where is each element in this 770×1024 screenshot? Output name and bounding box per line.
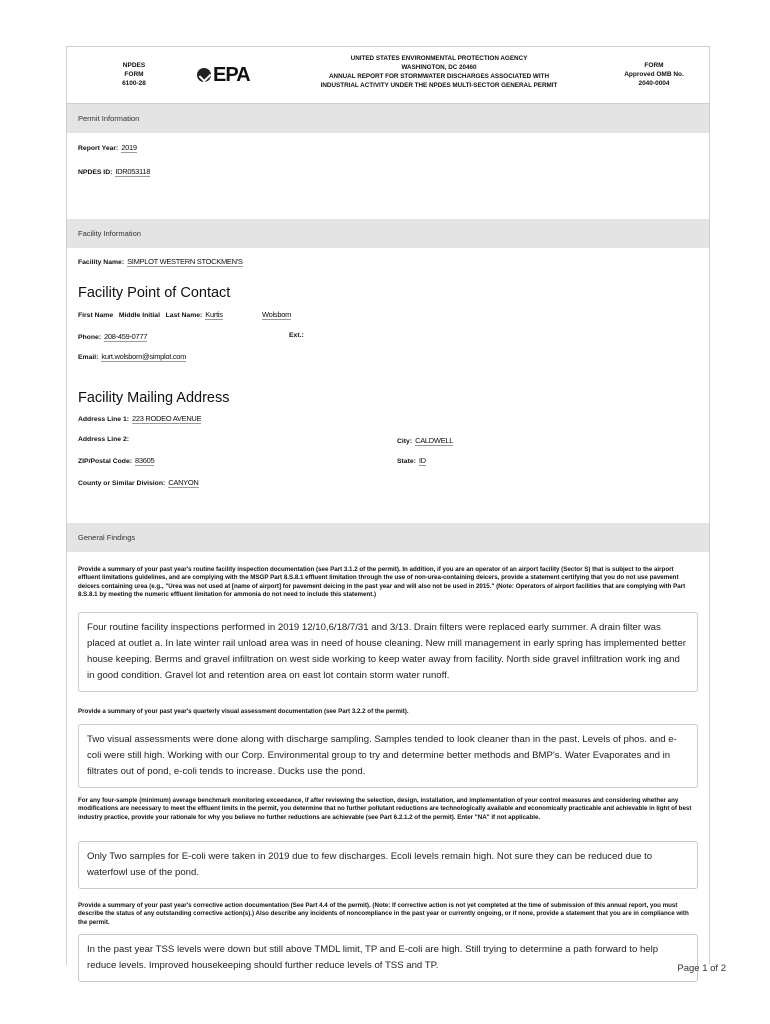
contact-heading: Facility Point of Contact bbox=[78, 285, 231, 301]
city-field: City: CALDWELL bbox=[397, 436, 454, 445]
phone-value: 208-459-0777 bbox=[104, 332, 148, 341]
email-field: Email: kurt.wolsborn@simplot.com bbox=[78, 352, 187, 361]
city-value: CALDWELL bbox=[415, 436, 454, 445]
facility-section-header: Facility Information bbox=[67, 219, 709, 248]
email-value: kurt.wolsborn@simplot.com bbox=[101, 352, 187, 361]
county-value: CANYON bbox=[168, 478, 199, 487]
county-field: County or Similar Division: CANYON bbox=[78, 478, 199, 487]
form-page bbox=[66, 46, 710, 971]
mailing-heading: Facility Mailing Address bbox=[78, 390, 230, 406]
epa-logo: EPA bbox=[197, 64, 250, 86]
permit-section-header: Permit Information bbox=[67, 104, 709, 133]
zip-value: 83605 bbox=[135, 456, 155, 465]
facility-name-field: Facility Name: SIMPLOT WESTERN STOCKMEN'S bbox=[78, 257, 243, 266]
address-line-2-field: Address Line 2: bbox=[78, 436, 129, 443]
epa-seal-icon bbox=[197, 68, 211, 82]
zip-field: ZIP/Postal Code: 83605 bbox=[78, 456, 155, 465]
contact-last-name-field bbox=[259, 310, 291, 319]
contact-first-name: Kurtis bbox=[205, 310, 223, 319]
address-line-1-value: 223 RODEO AVENUE bbox=[132, 414, 202, 423]
report-year-field: Report Year: 2019 bbox=[78, 143, 137, 152]
contact-name-field: First Name Middle Initial Last Name: Kurtis bbox=[78, 310, 223, 319]
question-visual-assessment: Provide a summary of your past year's quarterly visual assessment documentation (see Part 3.2.2 of the permit). bbox=[78, 708, 409, 715]
phone-field: Phone: 208-459-0777 bbox=[78, 332, 148, 341]
agency-title: UNITED STATES ENVIRONMENTAL PROTECTION AGENCY WASHINGTON, DC 20460 ANNUAL REPORT FOR STORMWATER DISCHARGES ASSOCIATED WITH INDUSTRIAL ACTIVITY UNDER THE NPDES MULTI-SECTOR GENERAL PERMIT bbox=[320, 55, 558, 89]
page-number: Page 1 of 2 bbox=[677, 963, 726, 974]
question-corrective-action: Provide a summary of your past year's corrective action documentation (See Part 4.4 of the permit). (Note: If corrective action is not yet completed at the time of submission of this annual report, you must describe the status of any outstanding corrective action(s).) Also describe any incidents of noncompliance in the past year or currently ongoing, or if none, provide a statement that you are in compliance with the permit. bbox=[78, 902, 689, 926]
answer-routine-inspection: Four routine facility inspections performed in 2019 12/10,6/18/7/31 and 3/13. Drain filters were replaced early summer. A drain filter was placed at outlet a. In late winter rail unload area was in need of house cleaning. New mill management in early spring has implemented better house keeping. Berms and gravel infiltration on west side working to keep water away from facility. North side gravel infiltration work ing and in good condition. Gravel lot and retention area on east lot contain storm water runoff. bbox=[78, 612, 698, 692]
question-benchmark-exceedance: For any four-sample (minimum) average benchmark monitoring exceedance, if after reviewing the selection, design, installation, and implementation of your control measures and considering whether any modifications are necessary to meet the effluent limits in the permit, you determine that no further pollutant reductions are technologically available and economically practicable and achievable in light of best industry practice, provide your rationale for why you believe no further reductions are achievable (see Part 6.2.1.2 of the permit). Enter "NA" if not applicable. bbox=[78, 797, 692, 821]
findings-section bbox=[67, 552, 709, 992]
answer-visual-assessment: Two visual assessments were done along with discharge sampling. Samples tended to look cleaner than in the past. Levels of phos. and e-coli were still high. Working with our Corp. Environmental group to try and determine better methods and BMP's. Water Evaporates and in filtrates out of pond, e-coli tends to increase. Ducks use the pond. bbox=[78, 724, 698, 788]
facility-section bbox=[67, 248, 709, 523]
question-routine-inspection: Provide a summary of your past year's routine facility inspection documentation (see Part 3.1.2 of the permit). In addition, if you are an operator of an airport facility (Sector S) that is subject to the airport effluent limitations guidelines, and are complying with the MSGP Part 8.S.8.1 effluent limitation through the use of non-urea-containing deicers, provide a statement certifying that you do not use pavement deicers containing urea (e.g., "Urea was not used at [name of airport] for pavement deicing in the past year and will also not be used in 2015." (Note: Operators of airport facilities that are complying with Part 8.S.8.1 by meeting the numeric effluent limitation for ammonia do not need to include this statement.) bbox=[78, 566, 686, 599]
ext-field: Ext.: bbox=[289, 332, 304, 339]
permit-section bbox=[67, 133, 709, 219]
findings-section-header: General Findings bbox=[67, 523, 709, 552]
answer-benchmark-exceedance: Only Two samples for E-coli were taken in 2019 due to few discharges. Ecoli levels remain high. Not sure they can be reduced due to waterfowl use of the pond. bbox=[78, 841, 698, 889]
form-id-block: NPDES FORM 6100-28 bbox=[122, 62, 146, 87]
state-value: ID bbox=[418, 456, 426, 465]
state-field: State: ID bbox=[397, 456, 426, 465]
facility-name-value: SIMPLOT WESTERN STOCKMEN'S bbox=[127, 257, 243, 266]
report-year-value: 2019 bbox=[121, 143, 137, 152]
answer-corrective-action: In the past year TSS levels were down but still above TMDL limit, TP and E-coli are high. Still trying to determine a path forward to help reduce levels. Improved housekeeping should further reduce levels of TSS and TP. bbox=[78, 934, 698, 982]
address-line-1-field: Address Line 1: 223 RODEO AVENUE bbox=[78, 414, 202, 423]
contact-last-name: Wolsborn bbox=[262, 310, 292, 319]
form-header bbox=[67, 47, 709, 104]
omb-block: FORM Approved OMB No. 2040-0004 bbox=[624, 62, 684, 87]
npdes-id-value: IDR053118 bbox=[115, 167, 151, 176]
npdes-id-field: NPDES ID: IDR053118 bbox=[78, 167, 151, 176]
